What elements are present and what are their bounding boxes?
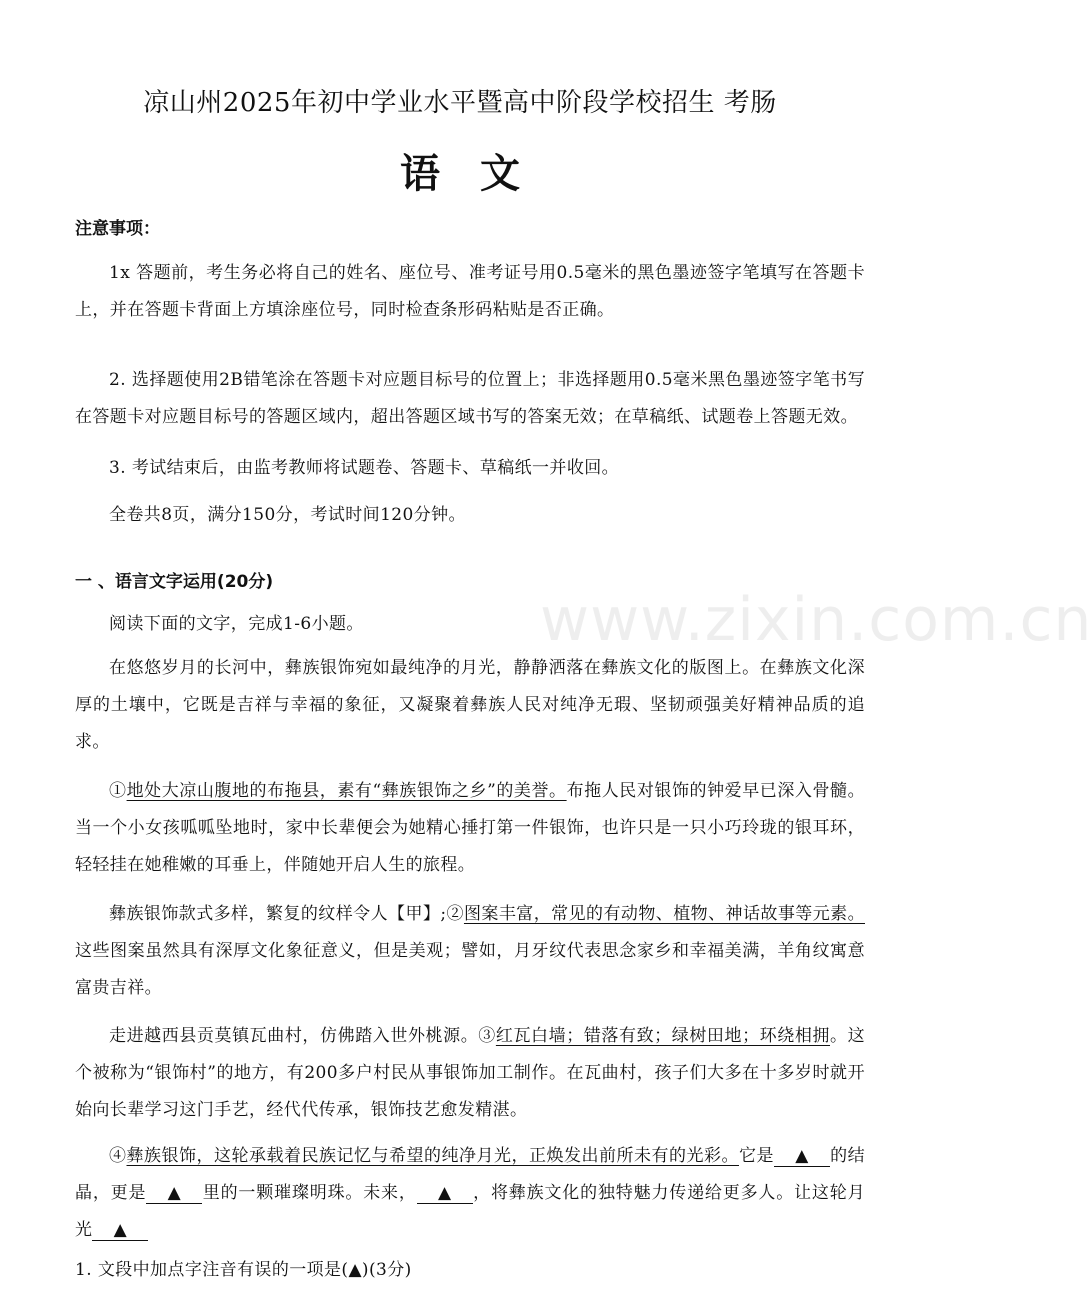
answer-blank-1: ▲: [774, 1146, 830, 1167]
paragraph-3-start: 彝族银饰款式多样，繁复的纹样令人【甲】;: [109, 904, 447, 924]
subject-title: 语文: [400, 150, 560, 197]
paragraph-2-rest: 布拖人民对银饰的钟爱早已深入骨髓。当一个小女孩呱呱坠地时，家中长辈便会为她精心捶打第一件银饰，也许只是一只小巧玲珑的银耳环，轻轻挂在她稚嫩的耳垂上，伴随她开启人生的旅程。: [75, 781, 865, 875]
notice-item-1: 1x 答题前，考生务必将自己的姓名、座位号、准考证号用0.5毫米的黑色墨迹签字笔填写在答题卡上，并在答题卡背面上方填涂座位号，同时检查条形码粘贴是否正确。: [75, 263, 865, 320]
notice-summary: 全卷共8页，满分150分，考试时间120分钟。: [109, 505, 466, 525]
reading-instruction: 阅读下面的文字，完成1-6小题。: [109, 614, 364, 634]
underlined-sentence-3: 红瓦白墙；错落有致；绿树田地；环绕相拥: [495, 1026, 831, 1046]
question-1: 1. 文段中加点字注音有误的一项是(▲)(3分): [75, 1260, 412, 1280]
underlined-sentence-4: 彝族银饰，这轮承载着民族记忆与希望的纯净月光，正焕发出前所未有的光彩。: [126, 1146, 739, 1166]
paragraph-5-b: 的结晶，更是: [75, 1146, 865, 1203]
paragraph-3-rest: 这些图案虽然具有深厚文化象征意义，但是美观；譬如，月牙纹代表思念家乡和幸福美满，羊角纹寓意富贵吉祥。: [75, 941, 865, 998]
sentence-marker-2: ②: [446, 904, 464, 924]
watermark: www.zixin.com.cn: [540, 585, 1092, 655]
passage-paragraph-1: 在悠悠岁月的长河中，彝族银饰宛如最纯净的月光，静静洒落在彝族文化的版图上。在彝族文化深厚的土壤中，它既是吉祥与幸福的象征，又凝聚着彝族人民对纯净无瑕、坚韧顽强美好精神品质的追求。: [75, 658, 865, 752]
sentence-marker-4: ④: [109, 1146, 127, 1166]
answer-blank-3: ▲: [417, 1183, 473, 1204]
paragraph-4-start: 走进越西县贡莫镇瓦曲村，仿佛踏入世外桃源。: [109, 1026, 479, 1046]
answer-blank-2: ▲: [146, 1183, 202, 1204]
sentence-marker-1: ①: [109, 781, 127, 801]
sentence-marker-3: ③: [478, 1026, 496, 1046]
paragraph-5-c: 里的一颗璀璨明珠。未来，: [202, 1183, 417, 1203]
section-heading: 一 、语言文字运用(20分): [75, 572, 274, 592]
paragraph-4-rest: 。这个被称为“银饰村”的地方，有200多户村民从事银饰加工制作。在瓦曲村，孩子们大多在十多岁时就开始向长辈学习这门手艺，经代代传承，银饰技艺愈发精湛。: [75, 1026, 866, 1120]
notice-item-2: 2. 选择题使用2B错笔涂在答题卡对应题目标号的位置上；非选择题用0.5毫米黑色墨迹签字笔书写在答题卡对应题目标号的答题区域内，超出答题区域书写的答案无效；在草稿纸、试题卷上答题无效。: [75, 370, 866, 427]
notice-item-3: 3. 考试结束后，由监考教师将试题卷、答题卡、草稿纸一并收回。: [109, 458, 620, 478]
paragraph-5-a: 它是: [738, 1146, 774, 1166]
notice-heading: 注意事项：: [75, 219, 160, 239]
passage-paragraph-2: [75, 773, 865, 884]
passage-paragraph-5: [75, 1138, 865, 1249]
passage-paragraph-4: [75, 1018, 865, 1129]
paragraph-5-d: ，将彝族文化的独特魅力传递给更多人。让这轮月光: [75, 1183, 865, 1240]
underlined-sentence-1: 地处大凉山腹地的布拖县，素有“彝族银饰之乡”的美誉。: [126, 781, 567, 801]
passage-paragraph-3: [75, 896, 865, 1007]
exam-title: 凉山州2025年初中学业水平暨高中阶段学校招生 考肠: [143, 88, 777, 118]
underlined-sentence-2: 图案丰富，常见的有动物、植物、神话故事等元素。: [463, 904, 865, 924]
answer-blank-4: ▲: [92, 1220, 148, 1241]
